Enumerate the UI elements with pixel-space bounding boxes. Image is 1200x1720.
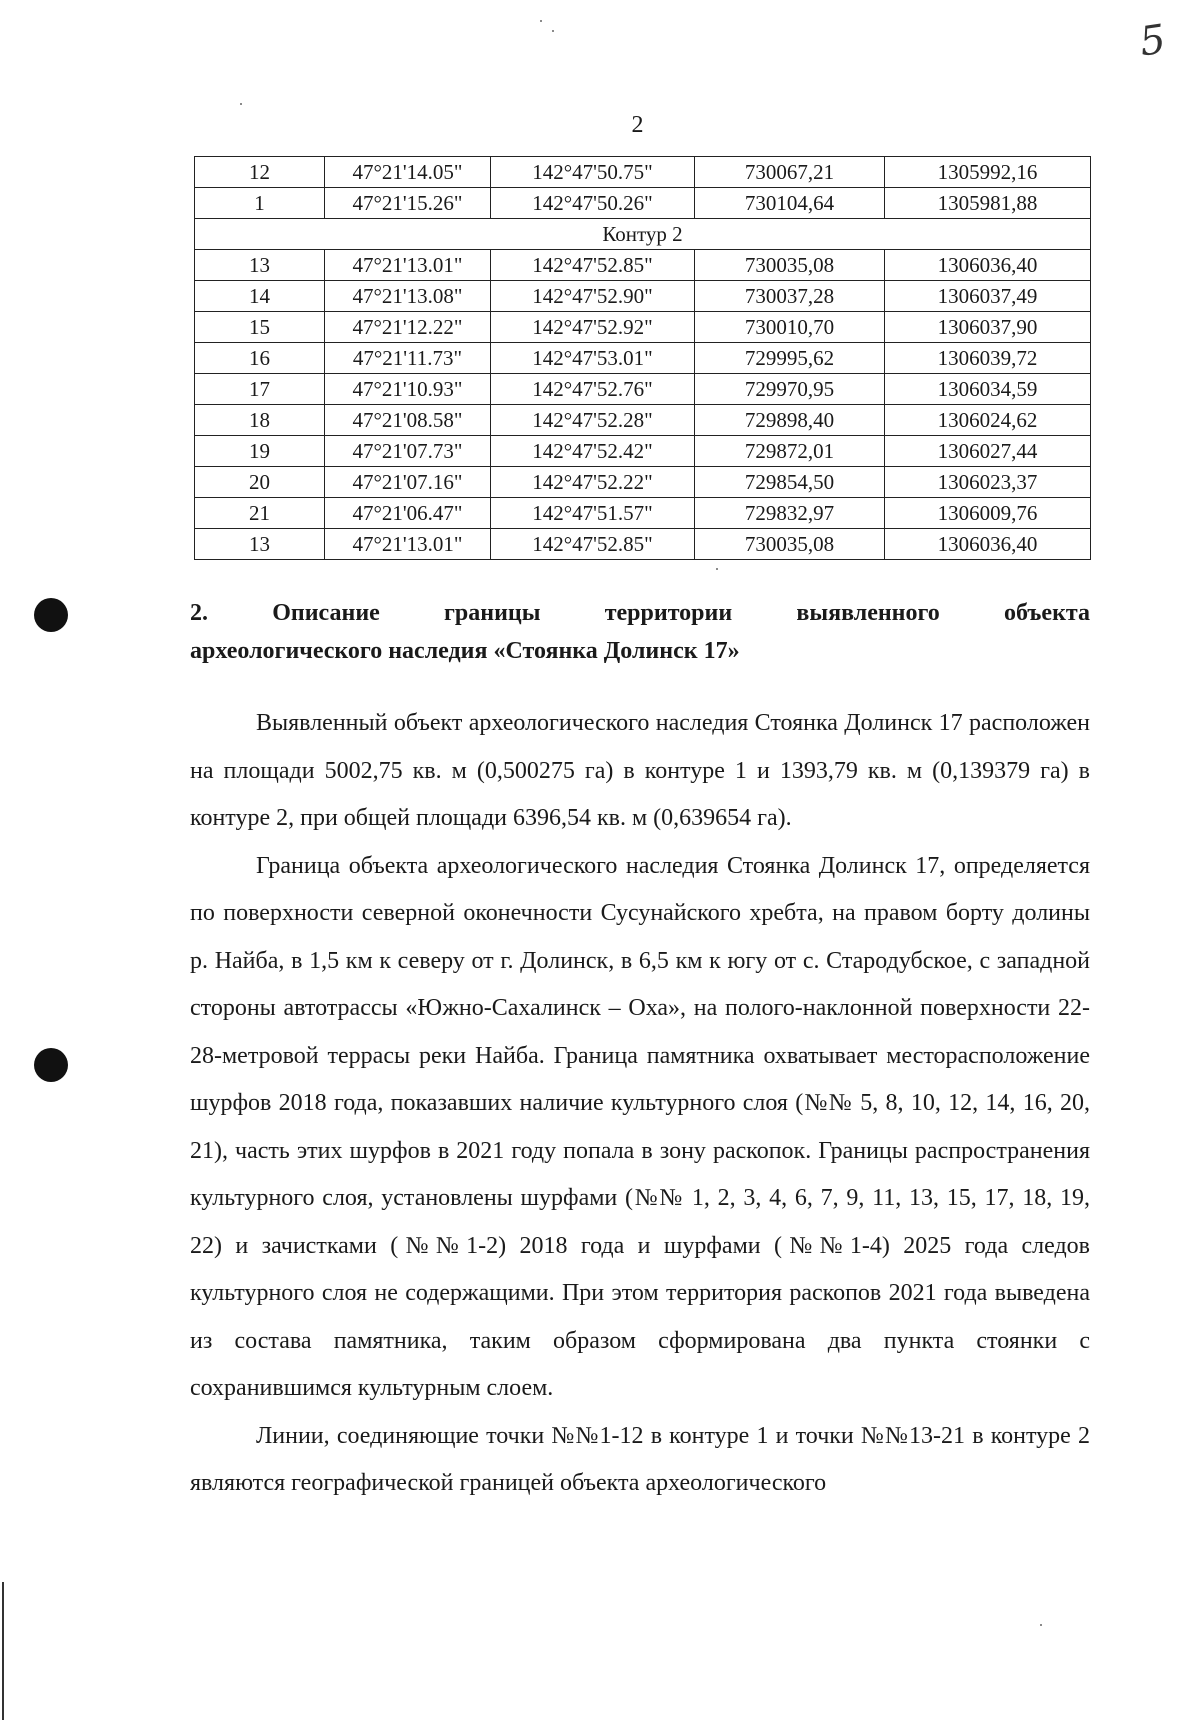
contour-row <box>195 219 1091 250</box>
table-cell: 1306024,62 <box>885 405 1091 436</box>
paragraph-area: Выявленный объект археологического наследия Стоянка Долинск 17 расположен на площади 5002,75 кв. м (0,500275 га) в контуре 1 и 1393,79 кв. м (0,139379 га) в контуре 2, при общей площади 6396,54 кв. м (0,639654 га). <box>190 710 1090 831</box>
table-cell: 47°21'08.58" <box>325 405 491 436</box>
table-cell: 18 <box>195 405 325 436</box>
table-cell: 47°21'07.16" <box>325 467 491 498</box>
table-cell: 142°47'50.75" <box>491 157 695 188</box>
table-row <box>195 529 1091 560</box>
table-row <box>195 281 1091 312</box>
table-cell: 142°47'52.28" <box>491 405 695 436</box>
table-cell: 1305992,16 <box>885 157 1091 188</box>
scan-speck <box>540 20 542 22</box>
table-cell: 47°21'13.01" <box>325 529 491 560</box>
heading-line-2: археологического наследия «Стоянка Долинск 17» <box>190 638 740 664</box>
coordinates-table <box>194 156 1091 560</box>
table-cell: 47°21'13.01" <box>325 250 491 281</box>
table-cell: 47°21'15.26" <box>325 188 491 219</box>
table-row <box>195 405 1091 436</box>
table-cell: 13 <box>195 250 325 281</box>
scan-edge-line <box>2 1582 4 1720</box>
table-cell: 12 <box>195 157 325 188</box>
table-cell: 142°47'52.76" <box>491 374 695 405</box>
table-cell: 47°21'14.05" <box>325 157 491 188</box>
table-cell: 730067,21 <box>695 157 885 188</box>
table-cell: 1306036,40 <box>885 250 1091 281</box>
table-cell: 729970,95 <box>695 374 885 405</box>
table-cell: 47°21'07.73" <box>325 436 491 467</box>
table-cell: 16 <box>195 343 325 374</box>
table-row <box>195 312 1091 343</box>
table-cell: 15 <box>195 312 325 343</box>
table-cell: 1 <box>195 188 325 219</box>
table-cell: 1306037,90 <box>885 312 1091 343</box>
table-cell: 1306036,40 <box>885 529 1091 560</box>
table-cell: 730104,64 <box>695 188 885 219</box>
table-cell: 47°21'11.73" <box>325 343 491 374</box>
table-cell: 730035,08 <box>695 529 885 560</box>
punch-hole-top <box>34 598 68 632</box>
table-cell: 1306027,44 <box>885 436 1091 467</box>
table-cell: 47°21'10.93" <box>325 374 491 405</box>
table-cell: 730010,70 <box>695 312 885 343</box>
paragraph-boundary: Граница объекта археологического наследия Стоянка Долинск 17, определяется по поверхности северной оконечности Сусунайского хребта, на правом борту долины р. Найба, в 1,5 км к северу от г. Долинск, в 6,5 км к югу от с. Стародубское, с западной стороны автотрассы «Южно-Сахалинск – Оха», на полого-наклонной поверхности 22-28-метровой террасы реки Найба. Граница памятника охватывает месторасположение шурфов 2018 года, показавших наличие культурного слоя (№№ 5, 8, 10, 12, 14, 16, 20, 21), часть этих шурфов в 2021 году попала в зону раскопок. Границы распространения культурного слоя, установлены шурфами (№№ 1, 2, 3, 4, 6, 7, 9, 11, 13, 15, 17, 18, 19, 22) и зачистками (№№1-2) 2018 года и шурфами (№№1-4) 2025 года следов культурного слоя не содержащими. При этом территория раскопов 2021 года выведена из состава памятника, таким образом сформирована два пункта стоянки с сохранившимся культурным слоем. <box>190 852 1090 1401</box>
scan-speck <box>552 30 554 32</box>
table-cell: 1306034,59 <box>885 374 1091 405</box>
table-cell: 729898,40 <box>695 405 885 436</box>
heading-line-1: 2. Описание границы территории выявленного объекта <box>190 600 1090 626</box>
table-cell: 142°47'52.90" <box>491 281 695 312</box>
punch-hole-bottom <box>34 1048 68 1082</box>
handwritten-page-number: 5 <box>1136 16 1169 66</box>
table-cell: 20 <box>195 467 325 498</box>
table-cell: 142°47'51.57" <box>491 498 695 529</box>
table-cell: 47°21'12.22" <box>325 312 491 343</box>
table-cell: 142°47'52.42" <box>491 436 695 467</box>
table-cell: 13 <box>195 529 325 560</box>
table-cell: 142°47'53.01" <box>491 343 695 374</box>
table-cell: 142°47'52.22" <box>491 467 695 498</box>
table-cell: 142°47'50.26" <box>491 188 695 219</box>
page-number: 2 <box>631 112 644 138</box>
contour-label: Контур 2 <box>195 219 1091 250</box>
table-cell: 142°47'52.85" <box>491 250 695 281</box>
table-cell: 729854,50 <box>695 467 885 498</box>
table-row <box>195 374 1091 405</box>
table-cell: 17 <box>195 374 325 405</box>
section-heading <box>190 594 1090 670</box>
body-text <box>190 700 1090 1508</box>
table-cell: 21 <box>195 498 325 529</box>
table-cell: 14 <box>195 281 325 312</box>
table-cell: 1306023,37 <box>885 467 1091 498</box>
paragraph-lines: Линии, соединяющие точки №№1-12 в контуре 1 и точки №№13-21 в контуре 2 являются географической границей объекта археологического <box>190 1422 1090 1496</box>
scan-speck <box>716 568 718 570</box>
table-row <box>195 498 1091 529</box>
table-cell: 142°47'52.85" <box>491 529 695 560</box>
table-row <box>195 250 1091 281</box>
table-row <box>195 436 1091 467</box>
table-cell: 729872,01 <box>695 436 885 467</box>
scan-speck <box>1040 1624 1042 1626</box>
table-cell: 1306009,76 <box>885 498 1091 529</box>
table-cell: 729832,97 <box>695 498 885 529</box>
table-cell: 729995,62 <box>695 343 885 374</box>
table-cell: 1306039,72 <box>885 343 1091 374</box>
table-cell: 47°21'13.08" <box>325 281 491 312</box>
table-cell: 19 <box>195 436 325 467</box>
table-row <box>195 467 1091 498</box>
table-cell: 730035,08 <box>695 250 885 281</box>
table-cell: 142°47'52.92" <box>491 312 695 343</box>
table-cell: 730037,28 <box>695 281 885 312</box>
table-row <box>195 343 1091 374</box>
table-cell: 47°21'06.47" <box>325 498 491 529</box>
table-cell: 1305981,88 <box>885 188 1091 219</box>
table-row <box>195 188 1091 219</box>
table-row <box>195 157 1091 188</box>
table-cell: 1306037,49 <box>885 281 1091 312</box>
scan-speck <box>240 103 242 105</box>
